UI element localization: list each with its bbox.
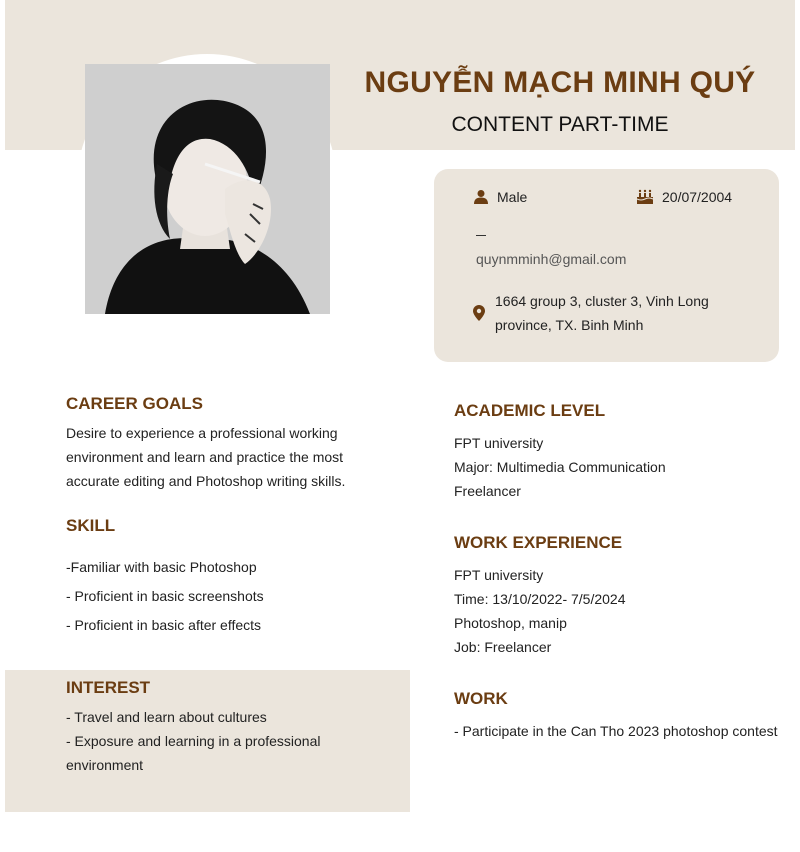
work-title: WORK: [454, 689, 508, 708]
address-line-2: province, TX. Binh Minh: [495, 317, 644, 333]
work-experience-text: [454, 563, 626, 659]
gender-row: [473, 189, 527, 205]
academic-text: [454, 431, 666, 503]
career-goals-text: [66, 421, 345, 493]
work-line: - Participate in the Can Tho 2023 photoshop contest: [454, 723, 778, 739]
skill-item: - Proficient in basic after effects: [66, 617, 262, 633]
hidden-contact-line: [476, 251, 656, 273]
divider: [476, 235, 486, 236]
gender-value: Male: [497, 189, 528, 205]
experience-line: Photoshop, manip: [454, 615, 567, 631]
work-text: [454, 719, 778, 743]
user-icon: [473, 189, 489, 205]
career-goals-title: CAREER GOALS: [66, 394, 203, 413]
career-goals-line: environment and learn and practice the most: [66, 449, 344, 465]
academic-line: Major: Multimedia Communication: [454, 459, 666, 475]
job-title: CONTENT PART-TIME: [451, 113, 669, 136]
interest-text: [66, 705, 321, 777]
interest-line: - Travel and learn about cultures: [66, 709, 267, 725]
academic-line: Freelancer: [454, 483, 521, 499]
skill-item: -Familiar with basic Photoshop: [66, 559, 257, 575]
address-row: [473, 289, 709, 337]
work-experience-title: WORK EXPERIENCE: [454, 533, 623, 552]
avatar-photo: [85, 64, 330, 314]
academic-line: FPT university: [454, 435, 544, 451]
career-goals-line: accurate editing and Photoshop writing skills.: [66, 473, 346, 489]
birthday-cake-icon: [636, 189, 654, 205]
skill-item: - Proficient in basic screenshots: [66, 588, 264, 604]
interest-line: - Exposure and learning in a professional: [66, 733, 321, 749]
birthday-row: [636, 189, 732, 205]
career-goals-line: Desire to experience a professional working: [66, 425, 338, 441]
address-line-1: 1664 group 3, cluster 3, Vinh Long: [495, 293, 709, 309]
skill-title: SKILL: [66, 516, 116, 535]
candidate-name: NGUYỄN MẠCH MINH QUÝ: [364, 66, 756, 99]
avatar: [85, 64, 330, 314]
personal-info-card: [434, 169, 779, 362]
experience-line: Time: 13/10/2022- 7/5/2024: [454, 591, 626, 607]
skill-list: [66, 553, 264, 640]
experience-line: FPT university: [454, 567, 544, 583]
map-pin-icon: [473, 305, 485, 321]
hidden-contact-text: quynmminh@gmail.com: [476, 251, 627, 267]
interest-title: INTEREST: [66, 678, 151, 697]
birthday-value: 20/07/2004: [662, 189, 733, 205]
academic-title: ACADEMIC LEVEL: [454, 401, 606, 420]
experience-line: Job: Freelancer: [454, 639, 552, 655]
interest-line: environment: [66, 757, 144, 773]
